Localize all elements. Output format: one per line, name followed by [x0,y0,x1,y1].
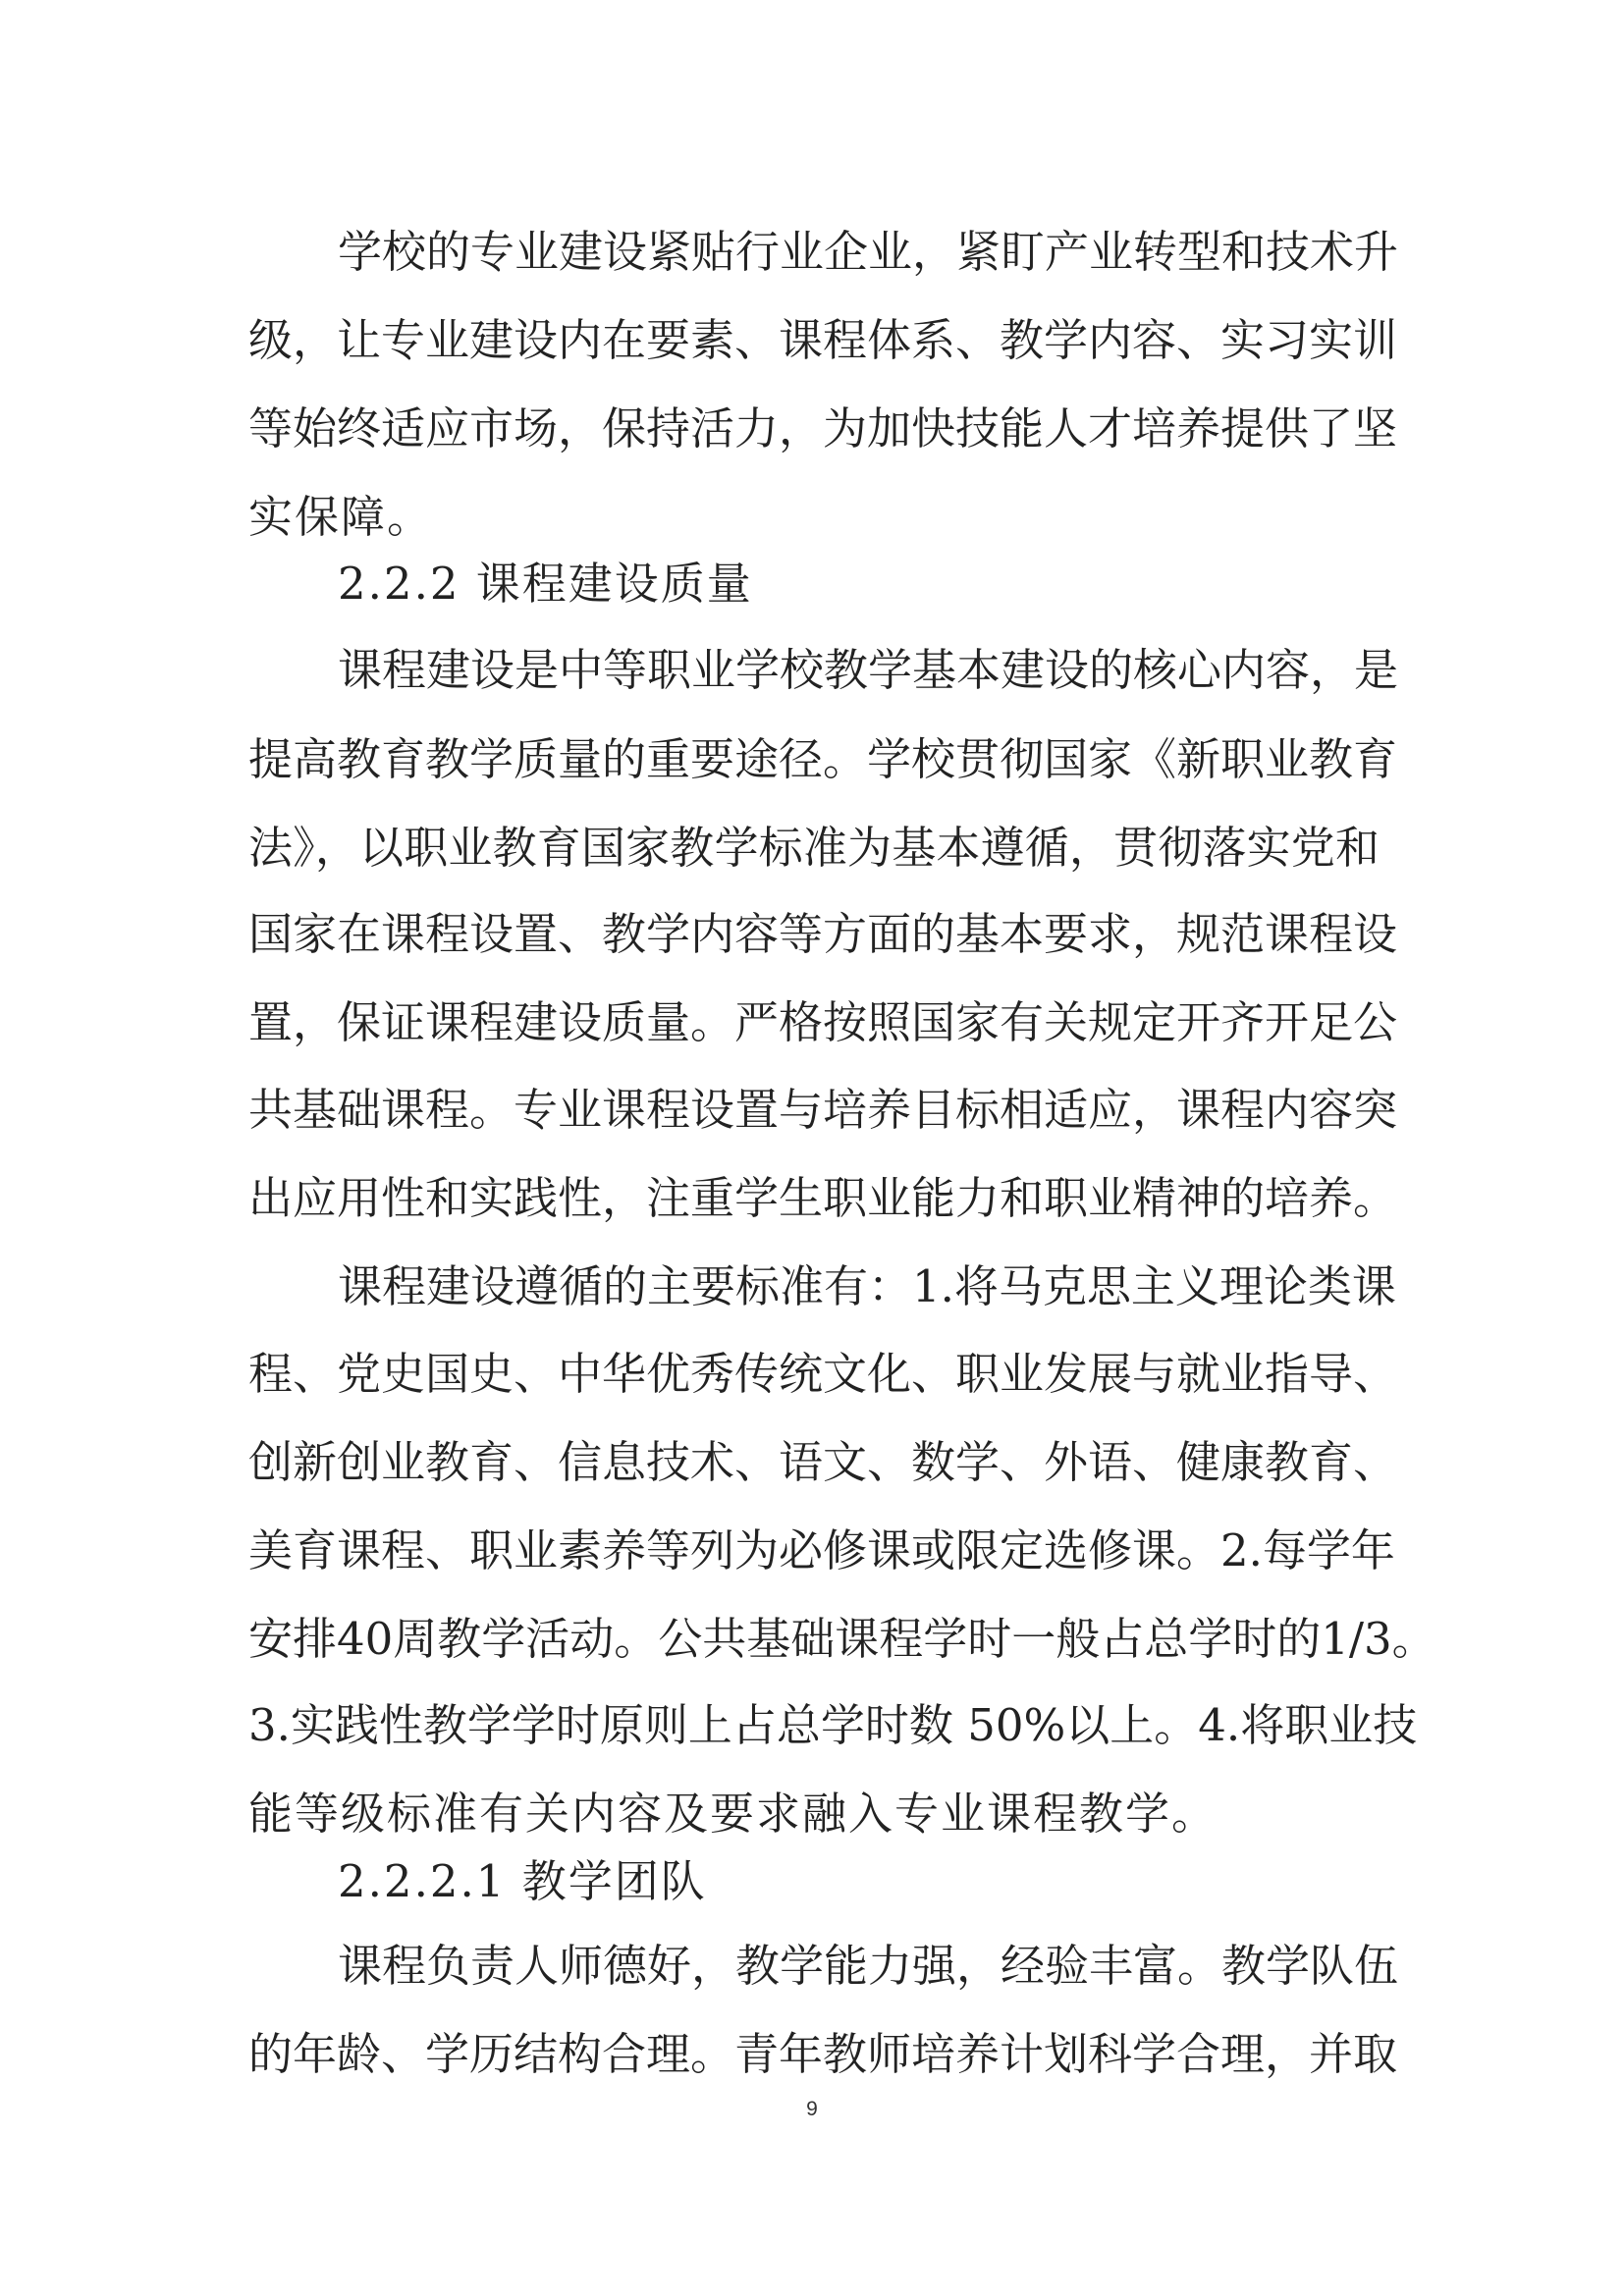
paragraph-1-line-4: 实保障。 [248,491,434,543]
paragraph-3-line-2: 程、党史国史、中华优秀传统文化、职业发展与就业指导、 [248,1348,1398,1400]
paragraph-2-line-4: 国家在课程设置、教学内容等方面的基本要求，规范课程设 [248,908,1398,960]
paragraph-4-line-1: 课程负责人师德好，教学能力强，经验丰富。教学队伍 [338,1940,1399,1992]
section-heading-2-2-2-1: 2.2.2.1 教学团队 [338,1855,707,1907]
paragraph-1-line-3: 等始终适应市场，保持活力，为加快技能人才培养提供了坚 [248,402,1398,454]
paragraph-3-line-1: 课程建设遵循的主要标准有：1.将马克思主义理论类课 [338,1260,1396,1312]
paragraph-4-line-2: 的年龄、学历结构合理。青年教师培养计划科学合理，并取 [248,2028,1398,2080]
paragraph-3-line-5: 安排40周教学活动。公共基础课程学时一般占总学时的1/3。 [248,1613,1436,1665]
page-number: 9 [806,2098,818,2120]
paragraph-2-line-2: 提高教育教学质量的重要途径。学校贯彻国家《新职业教育 [248,733,1398,785]
paragraph-2-line-1: 课程建设是中等职业学校教学基本建设的核心内容，是 [338,644,1399,696]
paragraph-2-line-7: 出应用性和实践性，注重学生职业能力和职业精神的培养。 [248,1172,1398,1224]
section-heading-2-2-2: 2.2.2 课程建设质量 [338,558,753,610]
paragraph-2-line-6: 共基础课程。专业课程设置与培养目标相适应，课程内容突 [248,1084,1398,1136]
paragraph-3-line-3: 创新创业教育、信息技术、语文、数学、外语、健康教育、 [248,1436,1398,1488]
paragraph-3-line-4: 美育课程、职业素养等列为必修课或限定选修课。2.每学年 [248,1524,1395,1576]
paragraph-2-line-5: 置，保证课程建设质量。严格按照国家有关规定开齐开足公 [248,996,1398,1048]
paragraph-1-line-2: 级，让专业建设内在要素、课程体系、教学内容、实习实训 [248,314,1398,366]
paragraph-2-line-3: 法》，以职业教育国家教学标准为基本遵循，贯彻落实党和 [248,822,1380,874]
paragraph-1-line-1: 学校的专业建设紧贴行业企业，紧盯产业转型和技术升 [338,226,1399,278]
paragraph-3-line-7: 能等级标准有关内容及要求融入专业课程教学。 [248,1788,1218,1840]
paragraph-3-line-6: 3.实践性教学学时原则上占总学时数 50%以上。4.将职业技 [248,1699,1418,1751]
